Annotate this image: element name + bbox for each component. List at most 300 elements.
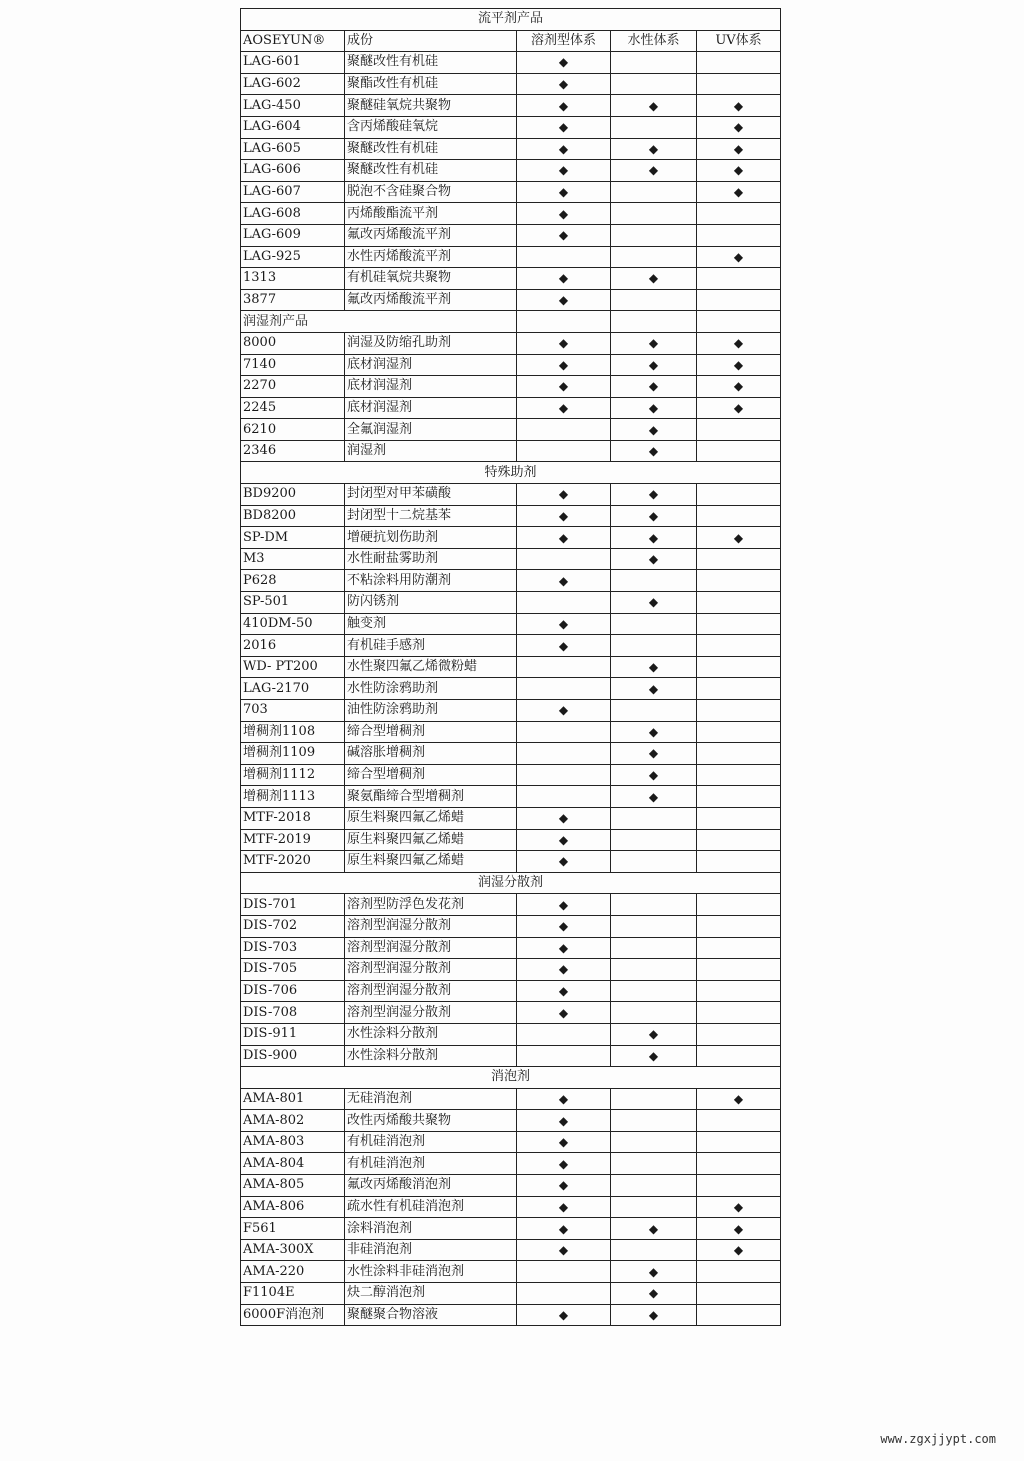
water-mark: ◆ bbox=[611, 484, 697, 506]
product-table bbox=[240, 8, 781, 1326]
solvent-mark: ◆ bbox=[517, 894, 611, 916]
product-component: 原生料聚四氟乙烯蜡 bbox=[345, 807, 517, 829]
product-row bbox=[241, 1045, 781, 1067]
product-row bbox=[241, 505, 781, 527]
product-component: 缔合型增稠剂 bbox=[345, 764, 517, 786]
uv-mark: ◆ bbox=[697, 332, 781, 354]
product-row bbox=[241, 332, 781, 354]
water-mark: ◆ bbox=[611, 268, 697, 290]
section-title-row bbox=[241, 1067, 781, 1089]
solvent-mark: ◆ bbox=[517, 959, 611, 981]
empty-cell bbox=[697, 678, 781, 700]
product-component: 脱泡不含硅聚合物 bbox=[345, 181, 517, 203]
water-mark: ◆ bbox=[611, 1304, 697, 1326]
product-component: 溶剂型润湿分散剂 bbox=[345, 915, 517, 937]
empty-cell bbox=[697, 203, 781, 225]
empty-cell bbox=[517, 1283, 611, 1305]
water-mark: ◆ bbox=[611, 721, 697, 743]
empty-cell bbox=[611, 829, 697, 851]
uv-mark: ◆ bbox=[697, 95, 781, 117]
product-component: 水性聚四氟乙烯微粉蜡 bbox=[345, 656, 517, 678]
solvent-mark: ◆ bbox=[517, 1239, 611, 1261]
header-water-system: 水性体系 bbox=[611, 30, 697, 52]
product-code: 7140 bbox=[241, 354, 345, 376]
product-row bbox=[241, 95, 781, 117]
section-title: 流平剂产品 bbox=[241, 9, 781, 31]
product-code: LAG-925 bbox=[241, 246, 345, 268]
product-row bbox=[241, 570, 781, 592]
empty-cell bbox=[697, 894, 781, 916]
product-row bbox=[241, 721, 781, 743]
product-code: AMA-805 bbox=[241, 1175, 345, 1197]
product-row bbox=[241, 656, 781, 678]
water-mark: ◆ bbox=[611, 332, 697, 354]
product-code: AMA-300X bbox=[241, 1239, 345, 1261]
product-component: 有机硅手感剂 bbox=[345, 635, 517, 657]
product-component: 水性涂料分散剂 bbox=[345, 1045, 517, 1067]
product-code: MTF-2018 bbox=[241, 807, 345, 829]
uv-mark: ◆ bbox=[697, 397, 781, 419]
product-component: 原生料聚四氟乙烯蜡 bbox=[345, 851, 517, 873]
empty-cell bbox=[517, 1261, 611, 1283]
section-title-row bbox=[241, 462, 781, 484]
empty-cell bbox=[697, 570, 781, 592]
product-code: BD9200 bbox=[241, 484, 345, 506]
product-code: DIS-708 bbox=[241, 1002, 345, 1024]
product-row bbox=[241, 73, 781, 95]
product-component: 有机硅氧烷共聚物 bbox=[345, 268, 517, 290]
empty-cell bbox=[697, 311, 781, 333]
product-code: WD- PT200 bbox=[241, 656, 345, 678]
product-code: 410DM-50 bbox=[241, 613, 345, 635]
product-component: 非硅消泡剂 bbox=[345, 1239, 517, 1261]
water-mark: ◆ bbox=[611, 592, 697, 614]
site-watermark: www.zgxjjypt.com bbox=[880, 1432, 996, 1446]
empty-cell bbox=[697, 980, 781, 1002]
water-mark: ◆ bbox=[611, 656, 697, 678]
empty-cell bbox=[697, 613, 781, 635]
product-row bbox=[241, 829, 781, 851]
product-component: 润湿剂 bbox=[345, 440, 517, 462]
empty-cell bbox=[517, 656, 611, 678]
product-row bbox=[241, 807, 781, 829]
empty-cell bbox=[697, 268, 781, 290]
product-code: SP-501 bbox=[241, 592, 345, 614]
solvent-mark: ◆ bbox=[517, 484, 611, 506]
product-row bbox=[241, 289, 781, 311]
empty-cell bbox=[611, 959, 697, 981]
empty-cell bbox=[697, 656, 781, 678]
empty-cell bbox=[611, 980, 697, 1002]
product-row bbox=[241, 1196, 781, 1218]
uv-mark: ◆ bbox=[697, 138, 781, 160]
solvent-mark: ◆ bbox=[517, 73, 611, 95]
solvent-mark: ◆ bbox=[517, 1002, 611, 1024]
solvent-mark: ◆ bbox=[517, 95, 611, 117]
water-mark: ◆ bbox=[611, 1283, 697, 1305]
product-row bbox=[241, 1023, 781, 1045]
solvent-mark: ◆ bbox=[517, 635, 611, 657]
product-row bbox=[241, 786, 781, 808]
empty-cell bbox=[611, 203, 697, 225]
water-mark: ◆ bbox=[611, 354, 697, 376]
product-component: 聚醚改性有机硅 bbox=[345, 138, 517, 160]
solvent-mark: ◆ bbox=[517, 1304, 611, 1326]
product-row bbox=[241, 915, 781, 937]
product-component: 氟改丙烯酸流平剂 bbox=[345, 224, 517, 246]
product-code: DIS-701 bbox=[241, 894, 345, 916]
empty-cell bbox=[517, 1023, 611, 1045]
empty-cell bbox=[697, 829, 781, 851]
empty-cell bbox=[611, 1175, 697, 1197]
solvent-mark: ◆ bbox=[517, 376, 611, 398]
product-table-body bbox=[241, 9, 781, 1326]
uv-mark: ◆ bbox=[697, 116, 781, 138]
product-code: DIS-900 bbox=[241, 1045, 345, 1067]
empty-cell bbox=[697, 505, 781, 527]
water-mark: ◆ bbox=[611, 743, 697, 765]
empty-cell bbox=[697, 1023, 781, 1045]
product-code: P628 bbox=[241, 570, 345, 592]
product-code: 6000F消泡剂 bbox=[241, 1304, 345, 1326]
product-component: 封闭型对甲苯磺酸 bbox=[345, 484, 517, 506]
product-row bbox=[241, 52, 781, 74]
solvent-mark: ◆ bbox=[517, 354, 611, 376]
product-code: 8000 bbox=[241, 332, 345, 354]
empty-cell bbox=[611, 73, 697, 95]
product-code: 703 bbox=[241, 700, 345, 722]
empty-cell bbox=[611, 1196, 697, 1218]
product-code: 增稠剂1109 bbox=[241, 743, 345, 765]
empty-cell bbox=[697, 1045, 781, 1067]
empty-cell bbox=[611, 224, 697, 246]
empty-cell bbox=[697, 937, 781, 959]
product-component: 水性涂料分散剂 bbox=[345, 1023, 517, 1045]
empty-cell bbox=[697, 73, 781, 95]
empty-cell bbox=[611, 807, 697, 829]
product-row bbox=[241, 1088, 781, 1110]
product-code: LAG-450 bbox=[241, 95, 345, 117]
solvent-mark: ◆ bbox=[517, 915, 611, 937]
uv-mark: ◆ bbox=[697, 246, 781, 268]
solvent-mark: ◆ bbox=[517, 613, 611, 635]
product-component: 聚醚聚合物溶液 bbox=[345, 1304, 517, 1326]
water-mark: ◆ bbox=[611, 1218, 697, 1240]
product-component: 防闪锈剂 bbox=[345, 592, 517, 614]
product-component: 封闭型十二烷基苯 bbox=[345, 505, 517, 527]
product-component: 底材润湿剂 bbox=[345, 397, 517, 419]
product-code: LAG-602 bbox=[241, 73, 345, 95]
solvent-mark: ◆ bbox=[517, 851, 611, 873]
empty-cell bbox=[611, 613, 697, 635]
product-row bbox=[241, 1283, 781, 1305]
product-code: 3877 bbox=[241, 289, 345, 311]
product-row bbox=[241, 980, 781, 1002]
product-row bbox=[241, 1002, 781, 1024]
product-row bbox=[241, 116, 781, 138]
empty-cell bbox=[697, 721, 781, 743]
empty-cell bbox=[697, 1304, 781, 1326]
empty-cell bbox=[517, 419, 611, 441]
section-title: 特殊助剂 bbox=[241, 462, 781, 484]
product-component: 原生料聚四氟乙烯蜡 bbox=[345, 829, 517, 851]
water-mark: ◆ bbox=[611, 376, 697, 398]
product-row bbox=[241, 1175, 781, 1197]
solvent-mark: ◆ bbox=[517, 181, 611, 203]
product-row bbox=[241, 354, 781, 376]
empty-cell bbox=[611, 915, 697, 937]
solvent-mark: ◆ bbox=[517, 829, 611, 851]
empty-cell bbox=[697, 1261, 781, 1283]
empty-cell bbox=[611, 311, 697, 333]
solvent-mark: ◆ bbox=[517, 138, 611, 160]
product-row bbox=[241, 1239, 781, 1261]
solvent-mark: ◆ bbox=[517, 807, 611, 829]
empty-cell bbox=[517, 721, 611, 743]
product-row bbox=[241, 484, 781, 506]
product-row bbox=[241, 1110, 781, 1132]
solvent-mark: ◆ bbox=[517, 937, 611, 959]
water-mark: ◆ bbox=[611, 1261, 697, 1283]
product-row bbox=[241, 548, 781, 570]
header-brand: AOSEYUN® bbox=[241, 30, 345, 52]
product-code: LAG-608 bbox=[241, 203, 345, 225]
empty-cell bbox=[697, 1110, 781, 1132]
product-component: 碱溶胀增稠剂 bbox=[345, 743, 517, 765]
solvent-mark: ◆ bbox=[517, 160, 611, 182]
empty-cell bbox=[611, 246, 697, 268]
water-mark: ◆ bbox=[611, 678, 697, 700]
solvent-mark: ◆ bbox=[517, 332, 611, 354]
empty-cell bbox=[517, 764, 611, 786]
solvent-mark: ◆ bbox=[517, 1218, 611, 1240]
empty-cell bbox=[697, 851, 781, 873]
product-row bbox=[241, 635, 781, 657]
empty-cell bbox=[517, 743, 611, 765]
product-code: AMA-220 bbox=[241, 1261, 345, 1283]
product-component: 底材润湿剂 bbox=[345, 354, 517, 376]
solvent-mark: ◆ bbox=[517, 397, 611, 419]
empty-cell bbox=[611, 635, 697, 657]
solvent-mark: ◆ bbox=[517, 268, 611, 290]
product-code: BD8200 bbox=[241, 505, 345, 527]
solvent-mark: ◆ bbox=[517, 52, 611, 74]
uv-mark: ◆ bbox=[697, 181, 781, 203]
uv-mark: ◆ bbox=[697, 1196, 781, 1218]
product-code: MTF-2019 bbox=[241, 829, 345, 851]
water-mark: ◆ bbox=[611, 764, 697, 786]
product-row bbox=[241, 160, 781, 182]
water-mark: ◆ bbox=[611, 138, 697, 160]
product-component: 聚氨酯缔合型增稠剂 bbox=[345, 786, 517, 808]
product-component: 无硅消泡剂 bbox=[345, 1088, 517, 1110]
product-component: 润湿及防缩孔助剂 bbox=[345, 332, 517, 354]
empty-cell bbox=[611, 894, 697, 916]
section-title-row bbox=[241, 311, 781, 333]
empty-cell bbox=[517, 311, 611, 333]
water-mark: ◆ bbox=[611, 419, 697, 441]
solvent-mark: ◆ bbox=[517, 980, 611, 1002]
product-code: F1104E bbox=[241, 1283, 345, 1305]
uv-mark: ◆ bbox=[697, 1088, 781, 1110]
product-component: 炔二醇消泡剂 bbox=[345, 1283, 517, 1305]
product-code: LAG-601 bbox=[241, 52, 345, 74]
product-component: 有机硅消泡剂 bbox=[345, 1153, 517, 1175]
product-row bbox=[241, 1153, 781, 1175]
water-mark: ◆ bbox=[611, 440, 697, 462]
empty-cell bbox=[697, 1175, 781, 1197]
product-component: 聚酯改性有机硅 bbox=[345, 73, 517, 95]
uv-mark: ◆ bbox=[697, 354, 781, 376]
product-code: 增稠剂1108 bbox=[241, 721, 345, 743]
empty-cell bbox=[697, 807, 781, 829]
product-table-document bbox=[240, 8, 780, 1326]
product-row bbox=[241, 764, 781, 786]
product-row bbox=[241, 527, 781, 549]
product-component: 触变剂 bbox=[345, 613, 517, 635]
product-component: 聚醚改性有机硅 bbox=[345, 160, 517, 182]
product-row bbox=[241, 203, 781, 225]
empty-cell bbox=[697, 743, 781, 765]
header-component: 成份 bbox=[345, 30, 517, 52]
water-mark: ◆ bbox=[611, 1045, 697, 1067]
section-title: 润湿剂产品 bbox=[241, 311, 517, 333]
product-row bbox=[241, 268, 781, 290]
product-component: 底材润湿剂 bbox=[345, 376, 517, 398]
water-mark: ◆ bbox=[611, 95, 697, 117]
product-code: F561 bbox=[241, 1218, 345, 1240]
solvent-mark: ◆ bbox=[517, 1110, 611, 1132]
product-code: LAG-605 bbox=[241, 138, 345, 160]
product-component: 全氟润湿剂 bbox=[345, 419, 517, 441]
empty-cell bbox=[697, 1131, 781, 1153]
product-code: 2016 bbox=[241, 635, 345, 657]
product-row bbox=[241, 894, 781, 916]
empty-cell bbox=[697, 1153, 781, 1175]
product-component: 氟改丙烯酸流平剂 bbox=[345, 289, 517, 311]
solvent-mark: ◆ bbox=[517, 289, 611, 311]
empty-cell bbox=[517, 246, 611, 268]
empty-cell bbox=[697, 419, 781, 441]
product-code: 2270 bbox=[241, 376, 345, 398]
product-code: M3 bbox=[241, 548, 345, 570]
empty-cell bbox=[697, 764, 781, 786]
product-component: 油性防涂鸦助剂 bbox=[345, 700, 517, 722]
empty-cell bbox=[611, 937, 697, 959]
uv-mark: ◆ bbox=[697, 160, 781, 182]
empty-cell bbox=[697, 592, 781, 614]
product-code: AMA-802 bbox=[241, 1110, 345, 1132]
product-component: 增硬抗划伤助剂 bbox=[345, 527, 517, 549]
empty-cell bbox=[697, 786, 781, 808]
product-code: 增稠剂1112 bbox=[241, 764, 345, 786]
product-code: LAG-604 bbox=[241, 116, 345, 138]
product-component: 聚醚改性有机硅 bbox=[345, 52, 517, 74]
empty-cell bbox=[697, 1002, 781, 1024]
empty-cell bbox=[697, 700, 781, 722]
product-code: AMA-803 bbox=[241, 1131, 345, 1153]
product-code: 2346 bbox=[241, 440, 345, 462]
empty-cell bbox=[517, 592, 611, 614]
uv-mark: ◆ bbox=[697, 1218, 781, 1240]
product-component: 涂料消泡剂 bbox=[345, 1218, 517, 1240]
product-component: 含丙烯酸硅氧烷 bbox=[345, 116, 517, 138]
product-row bbox=[241, 181, 781, 203]
solvent-mark: ◆ bbox=[517, 570, 611, 592]
empty-cell bbox=[611, 1088, 697, 1110]
product-component: 溶剂型润湿分散剂 bbox=[345, 1002, 517, 1024]
empty-cell bbox=[611, 700, 697, 722]
empty-cell bbox=[697, 440, 781, 462]
empty-cell bbox=[611, 1239, 697, 1261]
water-mark: ◆ bbox=[611, 548, 697, 570]
empty-cell bbox=[517, 1045, 611, 1067]
product-row bbox=[241, 440, 781, 462]
product-component: 聚醚硅氧烷共聚物 bbox=[345, 95, 517, 117]
product-code: 1313 bbox=[241, 268, 345, 290]
product-row bbox=[241, 376, 781, 398]
product-component: 丙烯酸酯流平剂 bbox=[345, 203, 517, 225]
product-row bbox=[241, 592, 781, 614]
product-code: DIS-911 bbox=[241, 1023, 345, 1045]
empty-cell bbox=[611, 1153, 697, 1175]
product-component: 溶剂型防浮色发花剂 bbox=[345, 894, 517, 916]
solvent-mark: ◆ bbox=[517, 116, 611, 138]
empty-cell bbox=[697, 52, 781, 74]
product-component: 改性丙烯酸共聚物 bbox=[345, 1110, 517, 1132]
solvent-mark: ◆ bbox=[517, 1088, 611, 1110]
product-component: 不粘涂料用防潮剂 bbox=[345, 570, 517, 592]
product-component: 水性防涂鸦助剂 bbox=[345, 678, 517, 700]
solvent-mark: ◆ bbox=[517, 203, 611, 225]
header-uv-system: UV体系 bbox=[697, 30, 781, 52]
solvent-mark: ◆ bbox=[517, 1175, 611, 1197]
empty-cell bbox=[697, 484, 781, 506]
empty-cell bbox=[697, 224, 781, 246]
product-component: 疏水性有机硅消泡剂 bbox=[345, 1196, 517, 1218]
product-code: DIS-706 bbox=[241, 980, 345, 1002]
empty-cell bbox=[611, 116, 697, 138]
product-component: 溶剂型润湿分散剂 bbox=[345, 980, 517, 1002]
water-mark: ◆ bbox=[611, 786, 697, 808]
product-row bbox=[241, 959, 781, 981]
empty-cell bbox=[517, 678, 611, 700]
product-code: AMA-806 bbox=[241, 1196, 345, 1218]
empty-cell bbox=[517, 440, 611, 462]
section-title: 消泡剂 bbox=[241, 1067, 781, 1089]
solvent-mark: ◆ bbox=[517, 505, 611, 527]
product-row bbox=[241, 851, 781, 873]
product-code: SP-DM bbox=[241, 527, 345, 549]
product-code: LAG-606 bbox=[241, 160, 345, 182]
product-component: 氟改丙烯酸消泡剂 bbox=[345, 1175, 517, 1197]
product-row bbox=[241, 1218, 781, 1240]
product-code: DIS-703 bbox=[241, 937, 345, 959]
product-row bbox=[241, 1261, 781, 1283]
product-row bbox=[241, 246, 781, 268]
empty-cell bbox=[611, 181, 697, 203]
section-title: 润湿分散剂 bbox=[241, 872, 781, 894]
product-row bbox=[241, 138, 781, 160]
product-code: DIS-705 bbox=[241, 959, 345, 981]
product-row bbox=[241, 613, 781, 635]
empty-cell bbox=[697, 548, 781, 570]
empty-cell bbox=[697, 1283, 781, 1305]
product-code: MTF-2020 bbox=[241, 851, 345, 873]
header-solvent-system: 溶剂型体系 bbox=[517, 30, 611, 52]
solvent-mark: ◆ bbox=[517, 1131, 611, 1153]
solvent-mark: ◆ bbox=[517, 224, 611, 246]
